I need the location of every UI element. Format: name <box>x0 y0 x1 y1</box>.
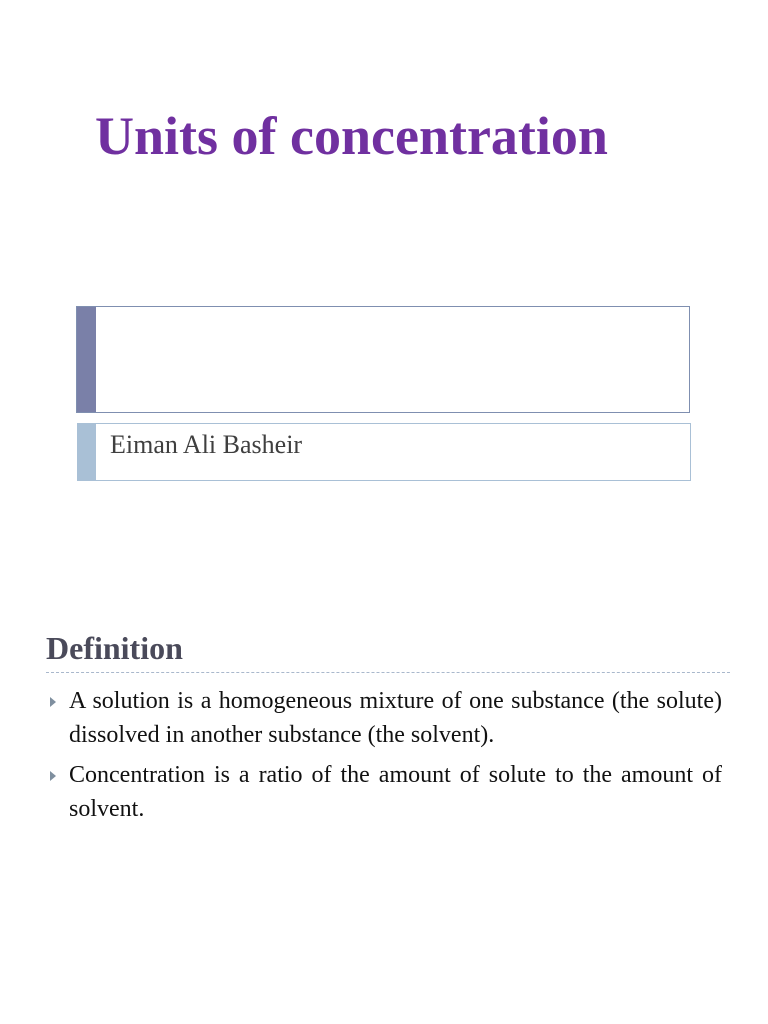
subtitle-accent-bar <box>77 307 96 412</box>
list-item <box>46 758 722 826</box>
author-name: Eiman Ali Basheir <box>110 430 303 459</box>
definition-slide <box>0 600 768 1024</box>
slide-title: Units of concentration <box>95 106 608 166</box>
heading-divider <box>46 672 730 673</box>
author-box <box>77 423 691 481</box>
triangle-right-icon <box>50 697 56 707</box>
definition-list <box>46 684 722 832</box>
author-accent-bar <box>78 424 96 480</box>
definition-heading: Definition <box>46 630 183 666</box>
triangle-right-icon <box>50 771 56 781</box>
bullet-text: A solution is a homogeneous mixture of one substance (the solute) dissolved in another substance (the solvent). <box>69 688 722 748</box>
list-item <box>46 684 722 752</box>
subtitle-box <box>76 306 690 413</box>
bullet-text: Concentration is a ratio of the amount of solute to the amount of solvent. <box>69 762 722 822</box>
